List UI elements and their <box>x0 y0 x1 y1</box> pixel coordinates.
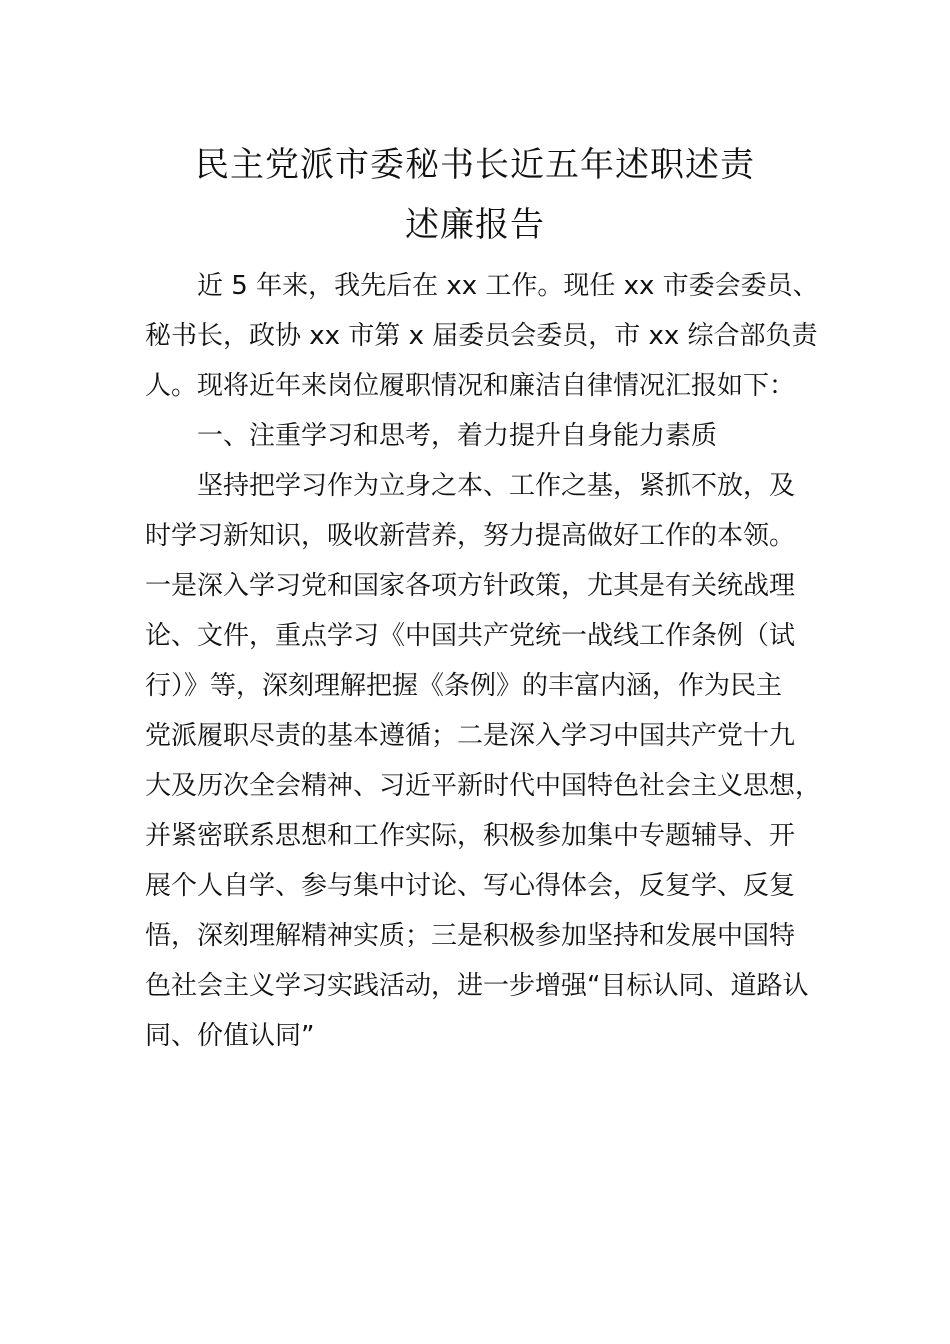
body-line: 行）》等，深刻理解把握《条例》的丰富内涵，作为民主 <box>145 671 783 701</box>
body-line: 近 5 年来，我先后在 xx 工作。现任 xx 市委会委员、 <box>145 271 819 301</box>
document-title-line-2: 述廉报告 <box>405 205 545 245</box>
body-line: 秘书长，政协 xx 市第 x 届委员会委员，市 xx 综合部负责 <box>145 321 818 351</box>
body-line: 大及历次全会精神、习近平新时代中国特色社会主义思想， <box>145 771 822 801</box>
body-line: 时学习新知识，吸收新营养，努力提高做好工作的本领。 <box>145 521 796 551</box>
body-line: 坚持把学习作为立身之本、工作之基，紧抓不放，及 <box>145 471 796 501</box>
body-line: 一是深入学习党和国家各项方针政策，尤其是有关统战理 <box>145 571 796 601</box>
section-heading: 一、注重学习和思考，着力提升自身能力素质 <box>145 421 718 451</box>
document-title-line-1: 民主党派市委秘书长近五年述职述责 <box>195 145 755 185</box>
body-line: 并紧密联系思想和工作实际，积极参加集中专题辅导、开 <box>145 821 796 851</box>
body-line: 党派履职尽责的基本遵循；二是深入学习中国共产党十九 <box>145 721 796 751</box>
body-line: 同、价值认同” <box>145 1021 315 1051</box>
body-line: 人。现将近年来岗位履职情况和廉洁自律情况汇报如下： <box>145 371 796 401</box>
body-line: 论、文件，重点学习《中国共产党统一战线工作条例（试 <box>145 621 796 651</box>
body-line: 色社会主义学习实践活动，进一步增强“目标认同、道路认 <box>145 971 809 1001</box>
body-line: 展个人自学、参与集中讨论、写心得体会，反复学、反复 <box>145 871 796 901</box>
body-line: 悟，深刻理解精神实质；三是积极参加坚持和发展中国特 <box>145 921 796 951</box>
